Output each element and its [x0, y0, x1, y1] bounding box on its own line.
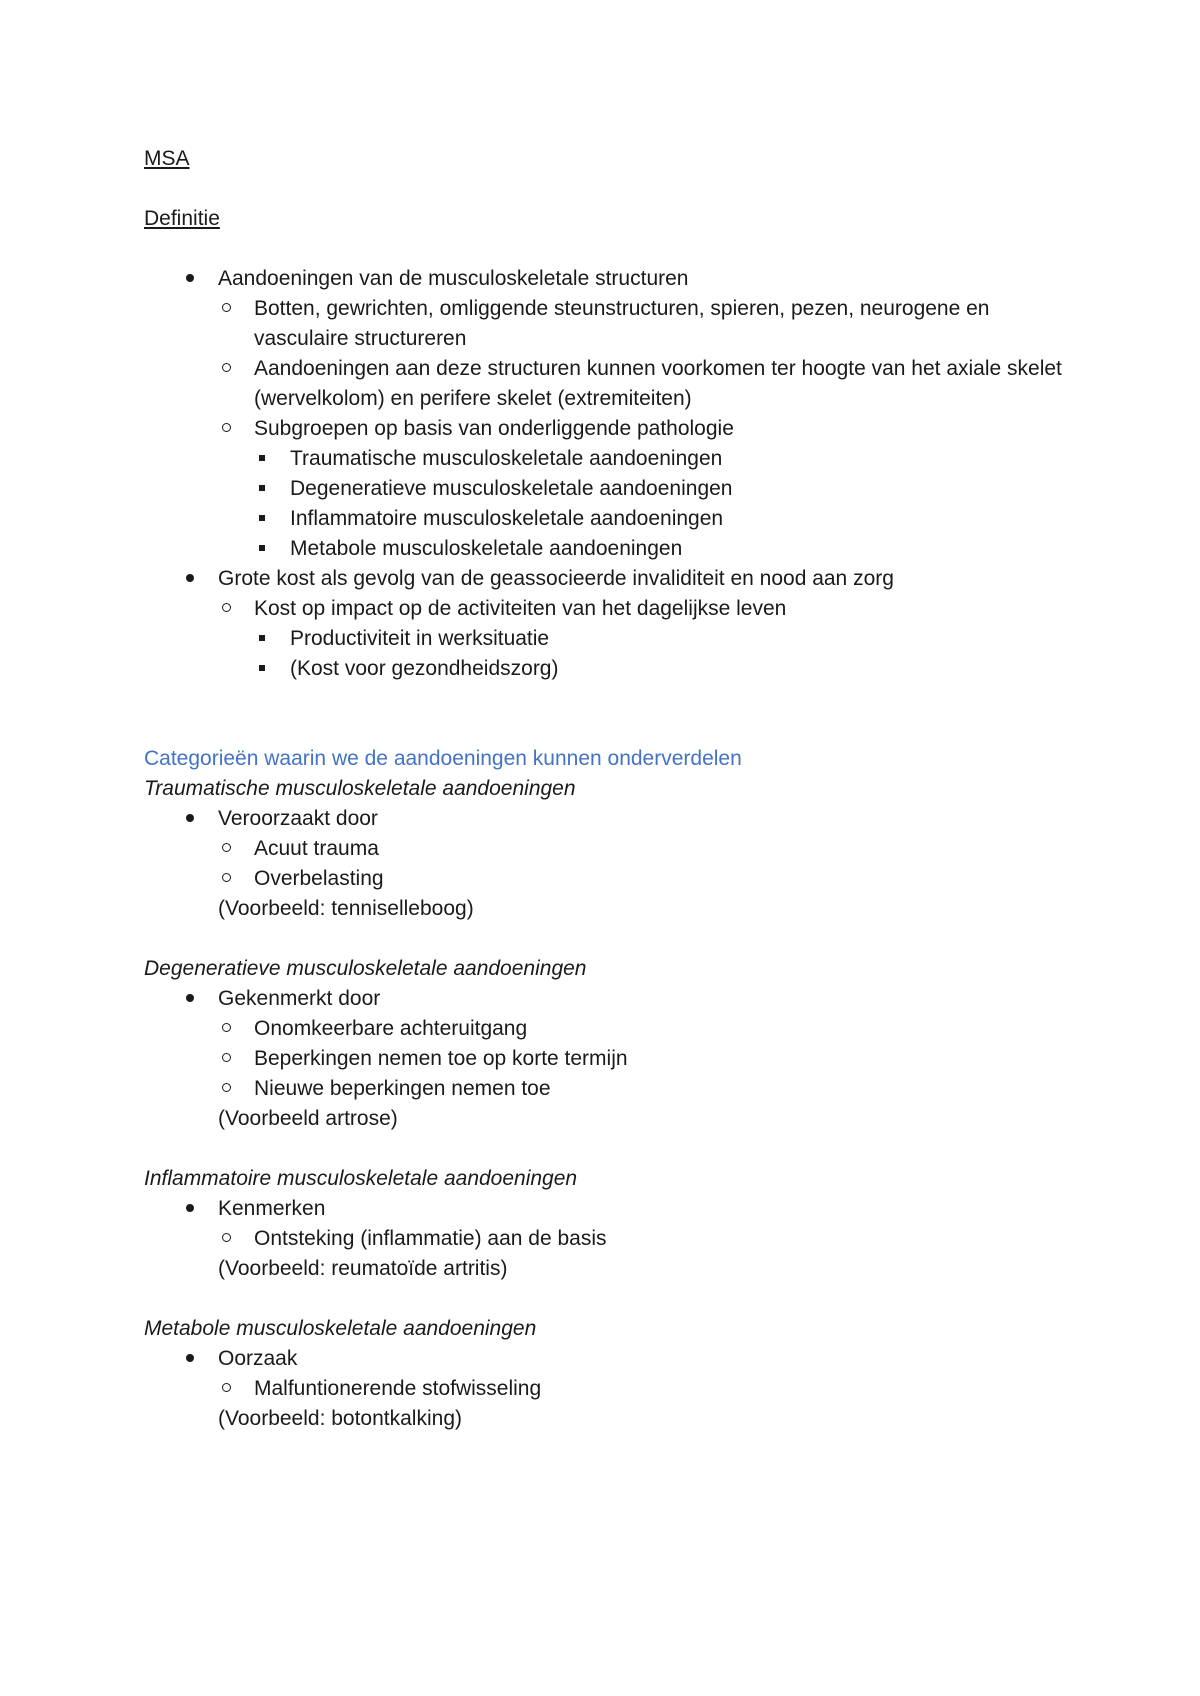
- bullet-circle-icon: [216, 354, 236, 384]
- bullet-dot-icon: [180, 804, 200, 834]
- list-item: [144, 1044, 1074, 1074]
- example-note: (Voorbeeld: tenniselleboog): [218, 897, 474, 920]
- list-item-text: (Kost voor gezondheidszorg): [290, 657, 559, 680]
- bullet-circle-icon: [216, 834, 236, 864]
- list-item-text: Botten, gewrichten, omliggende steunstructuren, spieren, pezen, neurogene en vasculaire structureren: [254, 297, 990, 350]
- list-item-text: Gekenmerkt door: [218, 987, 381, 1010]
- category-title-inflammatory: Inflammatoire musculoskeletale aandoeningen: [144, 1167, 578, 1190]
- list-item-text: Onomkeerbare achteruitgang: [254, 1017, 528, 1040]
- spacer: [144, 234, 1074, 264]
- list-item: [144, 984, 1074, 1014]
- document-body: [144, 144, 1074, 1434]
- categories-heading: Categorieën waarin we de aandoeningen kunnen onderverdelen: [144, 747, 742, 770]
- list-item-text: Acuut trauma: [254, 837, 379, 860]
- list-item-text: Nieuwe beperkingen nemen toe: [254, 1077, 551, 1100]
- list-item: [144, 414, 1074, 444]
- list-item: [144, 594, 1074, 624]
- bullet-dot-icon: [180, 564, 200, 594]
- list-item-text: Metabole musculoskeletale aandoeningen: [290, 537, 683, 560]
- list-item: [144, 474, 1074, 504]
- bullet-dot-icon: [180, 1344, 200, 1374]
- list-item: [144, 1344, 1074, 1374]
- bullet-dot-icon: [180, 264, 200, 294]
- list-item: [144, 1074, 1074, 1104]
- bullet-circle-icon: [216, 414, 236, 444]
- list-item-text: Aandoeningen aan deze structuren kunnen voorkomen ter hoogte van het axiale skelet (wervelkolom) en perifere skelet (extremiteiten): [254, 357, 1062, 410]
- list-item: [144, 354, 1074, 414]
- bullet-square-icon: [252, 534, 272, 564]
- bullet-circle-icon: [216, 1074, 236, 1104]
- page-title: MSA: [144, 147, 190, 170]
- list-item: [144, 294, 1074, 354]
- bullet-circle-icon: [216, 864, 236, 894]
- list-item-text: Inflammatoire musculoskeletale aandoeningen: [290, 507, 724, 530]
- list-item-text: Subgroepen op basis van onderliggende pathologie: [254, 417, 734, 440]
- bullet-square-icon: [252, 444, 272, 474]
- list-item-text: Ontsteking (inflammatie) aan de basis: [254, 1227, 607, 1250]
- list-item-text: Aandoeningen van de musculoskeletale structuren: [218, 267, 689, 290]
- list-item: [144, 1014, 1074, 1044]
- list-item: [144, 444, 1074, 474]
- definition-heading: Definitie: [144, 207, 220, 230]
- list-item-text: Traumatische musculoskeletale aandoeningen: [290, 447, 723, 470]
- category-title-metabolic: Metabole musculoskeletale aandoeningen: [144, 1317, 537, 1340]
- bullet-circle-icon: [216, 1374, 236, 1404]
- bullet-circle-icon: [216, 1014, 236, 1044]
- bullet-square-icon: [252, 504, 272, 534]
- bullet-dot-icon: [180, 984, 200, 1014]
- example-note: (Voorbeeld: reumatoïde artritis): [218, 1257, 508, 1280]
- spacer: [144, 1284, 1074, 1314]
- list-item-text: Veroorzaakt door: [218, 807, 378, 830]
- bullet-square-icon: [252, 474, 272, 504]
- list-item-text: Malfuntionerende stofwisseling: [254, 1377, 542, 1400]
- example-note: (Voorbeeld: botontkalking): [218, 1407, 462, 1430]
- list-item: [144, 1194, 1074, 1224]
- spacer: [144, 684, 1074, 744]
- bullet-square-icon: [252, 624, 272, 654]
- bullet-dot-icon: [180, 1194, 200, 1224]
- list-item: [144, 564, 1074, 594]
- list-item: [144, 654, 1074, 684]
- category-title-degenerative: Degeneratieve musculoskeletale aandoeningen: [144, 957, 587, 980]
- spacer: [144, 924, 1074, 954]
- example-note: (Voorbeeld artrose): [218, 1107, 398, 1130]
- list-item: [144, 264, 1074, 294]
- bullet-circle-icon: [216, 594, 236, 624]
- list-item-text: Kost op impact op de activiteiten van het dagelijkse leven: [254, 597, 787, 620]
- bullet-square-icon: [252, 654, 272, 684]
- list-item: [144, 804, 1074, 834]
- list-item: [144, 624, 1074, 654]
- bullet-circle-icon: [216, 294, 236, 324]
- list-item: [144, 834, 1074, 864]
- list-item-text: Beperkingen nemen toe op korte termijn: [254, 1047, 628, 1070]
- list-item-text: Productiviteit in werksituatie: [290, 627, 550, 650]
- list-item: [144, 1224, 1074, 1254]
- list-item-text: Degeneratieve musculoskeletale aandoeningen: [290, 477, 733, 500]
- list-item-text: Grote kost als gevolg van de geassocieerde invaliditeit en nood aan zorg: [218, 567, 894, 590]
- bullet-circle-icon: [216, 1044, 236, 1074]
- bullet-circle-icon: [216, 1224, 236, 1254]
- list-item-text: Oorzaak: [218, 1347, 298, 1370]
- list-item: [144, 864, 1074, 894]
- list-item: [144, 504, 1074, 534]
- category-title-traumatic: Traumatische musculoskeletale aandoeningen: [144, 777, 576, 800]
- list-item-text: Kenmerken: [218, 1197, 326, 1220]
- list-item: [144, 1374, 1074, 1404]
- list-item-text: Overbelasting: [254, 867, 384, 890]
- list-item: [144, 534, 1074, 564]
- spacer: [144, 1134, 1074, 1164]
